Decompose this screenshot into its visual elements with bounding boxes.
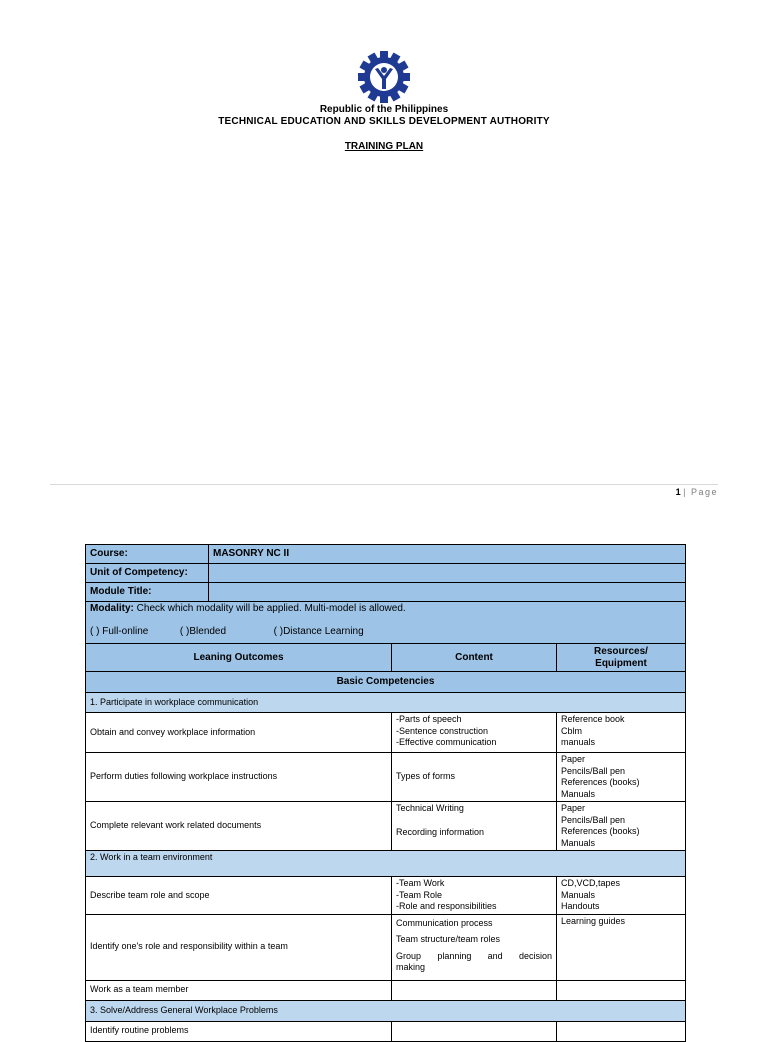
modality-instructions: Check which modality will be applied. Multi-model is allowed. [133,603,406,614]
content-cell [392,914,557,980]
resource-line: Learning guides [561,915,626,926]
content-line [396,815,552,827]
resource-line: Paper [561,754,586,764]
content-line: -Parts of speech [396,714,462,724]
resources-header-line-1: Resources/ [594,646,648,657]
resource-line: Manuals [561,788,596,799]
tesda-gear-logo-icon [356,51,412,103]
content-cell [392,802,557,851]
resource-line: Handouts [561,901,600,911]
outcome-cell: Obtain and convey workplace information [86,713,392,753]
section-title-2: 2. Work in a team environment [86,851,686,877]
unit-label: Unit of Competency: [86,564,209,583]
resource-line: Reference book [561,714,625,724]
resource-line: Manuals [561,837,596,848]
content-line: making [396,962,426,972]
column-header-resources [557,644,686,672]
content-cell [392,877,557,915]
resource-line: Paper [561,803,586,813]
resources-cell [557,980,686,1000]
content-cell [392,980,557,1000]
content-line: Group planning and decision [396,950,552,961]
resource-line: References (books) [561,826,640,836]
training-plan-table [85,544,686,1042]
resources-cell [557,1021,686,1041]
resource-line: Cblm [561,725,583,736]
content-line: Technical Writing [396,803,464,813]
resource-line: CD,VCD,tapes [561,878,621,888]
outcome-cell: Complete relevant work related documents [86,802,392,851]
content-line: Recording information [396,826,485,837]
resource-line: References (books) [561,777,640,787]
modality-option-blended[interactable]: ( )Blended [179,625,227,637]
content-line: -Effective communication [396,737,497,747]
column-header-outcomes: Leaning Outcomes [86,644,392,672]
resource-line: manuals [561,737,596,747]
modality-cell [86,602,686,644]
resource-line: Manuals [561,889,596,900]
resources-cell [557,753,686,802]
resource-line: Pencils/Ball pen [561,765,626,776]
content-cell [392,1021,557,1041]
unit-value[interactable] [209,564,686,583]
content-cell [392,713,557,753]
modality-option-full-online[interactable]: ( ) Full-online [90,625,149,637]
outcome-cell: Identify routine problems [86,1021,392,1041]
section-title-3: 3. Solve/Address General Workplace Problems [86,1000,686,1021]
outcome-cell: Perform duties following workplace instructions [86,753,392,802]
content-line: -Team Role [396,889,443,900]
resources-cell [557,914,686,980]
document-title: TRAINING PLAN [344,141,424,152]
resources-cell [557,802,686,851]
page-number [676,487,718,497]
republic-heading: Republic of the Philippines [319,104,449,115]
resources-header-line-2: Equipment [595,657,647,669]
agency-heading: TECHNICAL EDUCATION AND SKILLS DEVELOPMENT AUTHORITY [218,116,550,127]
column-header-content: Content [392,644,557,672]
content-cell [392,753,557,802]
modality-option-distance-learning[interactable]: ( )Distance Learning [273,625,364,637]
content-line: -Team Work [396,878,445,888]
course-value[interactable]: MASONRY NC II [209,545,686,564]
course-label: Course: [86,545,209,564]
basic-competencies-heading: Basic Competencies [86,672,686,693]
section-title-1: 1. Participate in workplace communication [86,693,686,713]
page-label: | Page [683,487,718,497]
content-line: Types of forms [396,771,456,782]
resources-cell [557,713,686,753]
content-line: -Role and responsibilities [396,901,497,911]
module-value[interactable] [209,583,686,602]
resource-line: Pencils/Ball pen [561,814,626,825]
modality-label: Modality: [90,603,134,614]
content-line: -Sentence construction [396,725,489,736]
outcome-cell: Describe team role and scope [86,877,392,915]
page-divider [50,484,718,485]
content-line: Team structure/team roles [396,934,501,944]
outcome-cell: Identify one's role and responsibility within a team [86,914,392,980]
resources-cell [557,877,686,915]
module-label: Module Title: [86,583,209,602]
content-line: Communication process [396,917,493,928]
outcome-cell: Work as a team member [86,980,392,1000]
page-number-value: 1 [675,487,681,497]
